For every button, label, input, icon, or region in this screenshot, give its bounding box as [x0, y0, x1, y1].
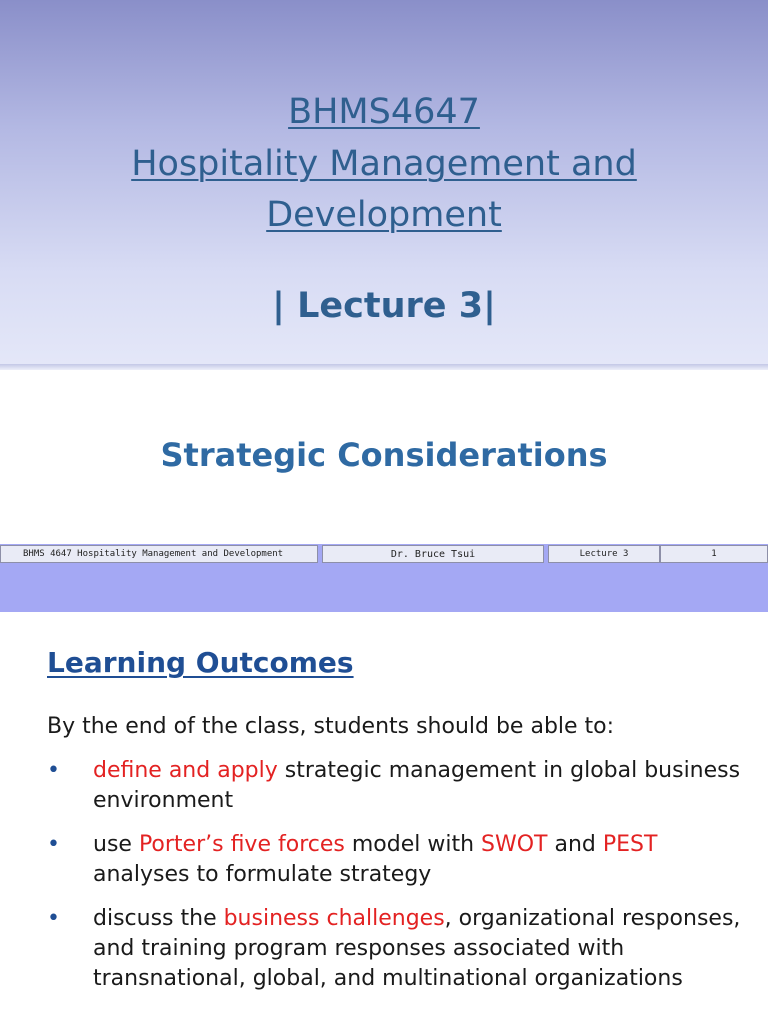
bullet-text — [93, 830, 743, 890]
footer-course: BHMS 4647 Hospitality Management and Development — [0, 545, 318, 563]
footer-page-number: 1 — [660, 545, 768, 563]
bullet-text — [93, 756, 743, 816]
learning-outcomes-heading: Learning Outcomes — [47, 646, 354, 679]
bullet-icon: • — [47, 758, 60, 783]
plain-text: discuss the — [93, 906, 224, 931]
intro-text: By the end of the class, students should be able to: — [47, 714, 615, 739]
highlight-text: SWOT — [481, 832, 548, 857]
highlight-text: PEST — [602, 832, 658, 857]
bullet-text — [93, 904, 743, 994]
slide-subtitle: Strategic Considerations — [160, 436, 608, 474]
plain-text: and — [547, 832, 603, 857]
highlight-text: Porter’s five forces — [138, 832, 345, 857]
course-title-line2: Development — [266, 195, 502, 235]
plain-text: use — [93, 832, 139, 857]
bullet-icon: • — [47, 832, 60, 857]
bullet-icon: • — [47, 906, 60, 931]
highlight-text: business challenges — [223, 906, 445, 931]
plain-text: strategic management in global business environment — [93, 758, 741, 813]
course-title-line1: Hospitality Management and — [131, 144, 637, 184]
footer-cells — [0, 545, 768, 563]
footer-instructor: Dr. Bruce Tsui — [322, 545, 544, 563]
highlight-text: define and apply — [93, 758, 278, 783]
plain-text: model with — [344, 832, 482, 857]
plain-text: analyses to formulate strategy — [93, 862, 432, 887]
course-code-title: BHMS4647 — [288, 92, 480, 132]
plain-text: , organizational responses, and training program responses associated with transnational, global, and multinational organizations — [93, 906, 741, 991]
footer-lecture: Lecture 3 — [548, 545, 660, 563]
slide-separator — [0, 612, 768, 618]
lecture-number: | Lecture 3| — [272, 286, 496, 326]
title-band-edge — [0, 364, 768, 370]
